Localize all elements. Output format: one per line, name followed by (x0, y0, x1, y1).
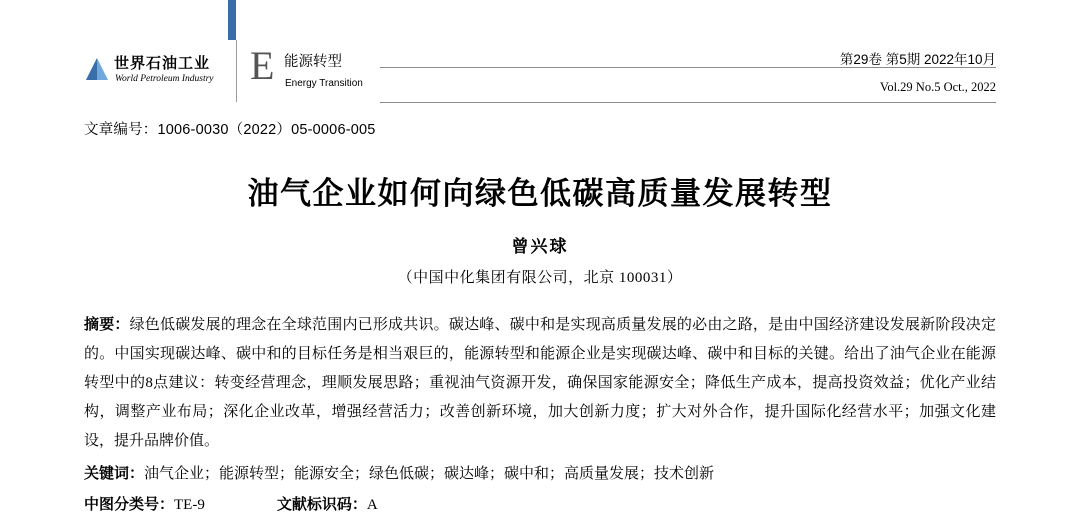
document-code-value: A (366, 497, 378, 513)
accent-bar (228, 0, 236, 40)
clc-label: 中图分类号： (84, 496, 175, 513)
abstract-label: 摘要： (84, 316, 130, 333)
abstract-text: 绿色低碳发展的理念在全球范围内已形成共识。碳达峰、碳中和是实现高质量发展的必由之路，是由中国经济建设发展新阶段决定的。中国实现碳达峰、碳中和的目标任务是相当艰巨的，能源转型和能源企业是实现碳达峰、碳中和目标的关键。给出了油气企业在能源转型中的8点建议：转变经营理念，理顺发展思路；重视油气资源开发，确保国家能源安全；降低生产成本，提高投资效益；优化产业结构，调整产业布局；深化企业改革，增强经营活力；改善创新环境，加大创新力度；扩大对外合作，提升国际化经营水平；加强文化建设，提升品牌价值。 (84, 317, 996, 449)
mountain-logo-icon (84, 56, 110, 82)
masthead-rule-bottom (380, 102, 996, 103)
journal-name-cn: 世界石油工业 (114, 55, 211, 72)
section-title-cn: 能源转型 (284, 54, 342, 70)
keywords-block (84, 461, 996, 487)
journal-name-en: World Petroleum Industry (115, 74, 214, 84)
page-title: 油气企业如何向绿色低碳高质量发展转型 (247, 176, 833, 211)
clc-value: TE-9 (174, 497, 205, 513)
author-affiliation: （中国中化集团有限公司，北京 100031） (397, 270, 683, 286)
author-name: 曾兴球 (511, 237, 569, 256)
issue-info-en: Vol.29 No.5 Oct., 2022 (879, 80, 996, 94)
classification-block (84, 492, 996, 518)
journal-logo (84, 46, 224, 96)
masthead-divider (236, 40, 237, 102)
article-number (84, 118, 376, 139)
abstract-block (84, 310, 996, 456)
document-code-label: 文献标识码： (276, 496, 367, 513)
masthead (84, 40, 996, 106)
keywords-label: 关键词： (84, 465, 145, 482)
section-initial: E (250, 43, 275, 88)
keywords-text: 油气企业；能源转型；能源安全；绿色低碳；碳达峰；碳中和；高质量发展；技术创新 (144, 466, 715, 482)
section-title-en: Energy Transition (285, 78, 363, 89)
article-number-value: 1006-0030（2022）05-0006-005 (157, 122, 376, 138)
article-number-label: 文章编号： (84, 122, 158, 138)
issue-info-cn: 第29卷 第5期 2022年10月 (839, 52, 996, 67)
